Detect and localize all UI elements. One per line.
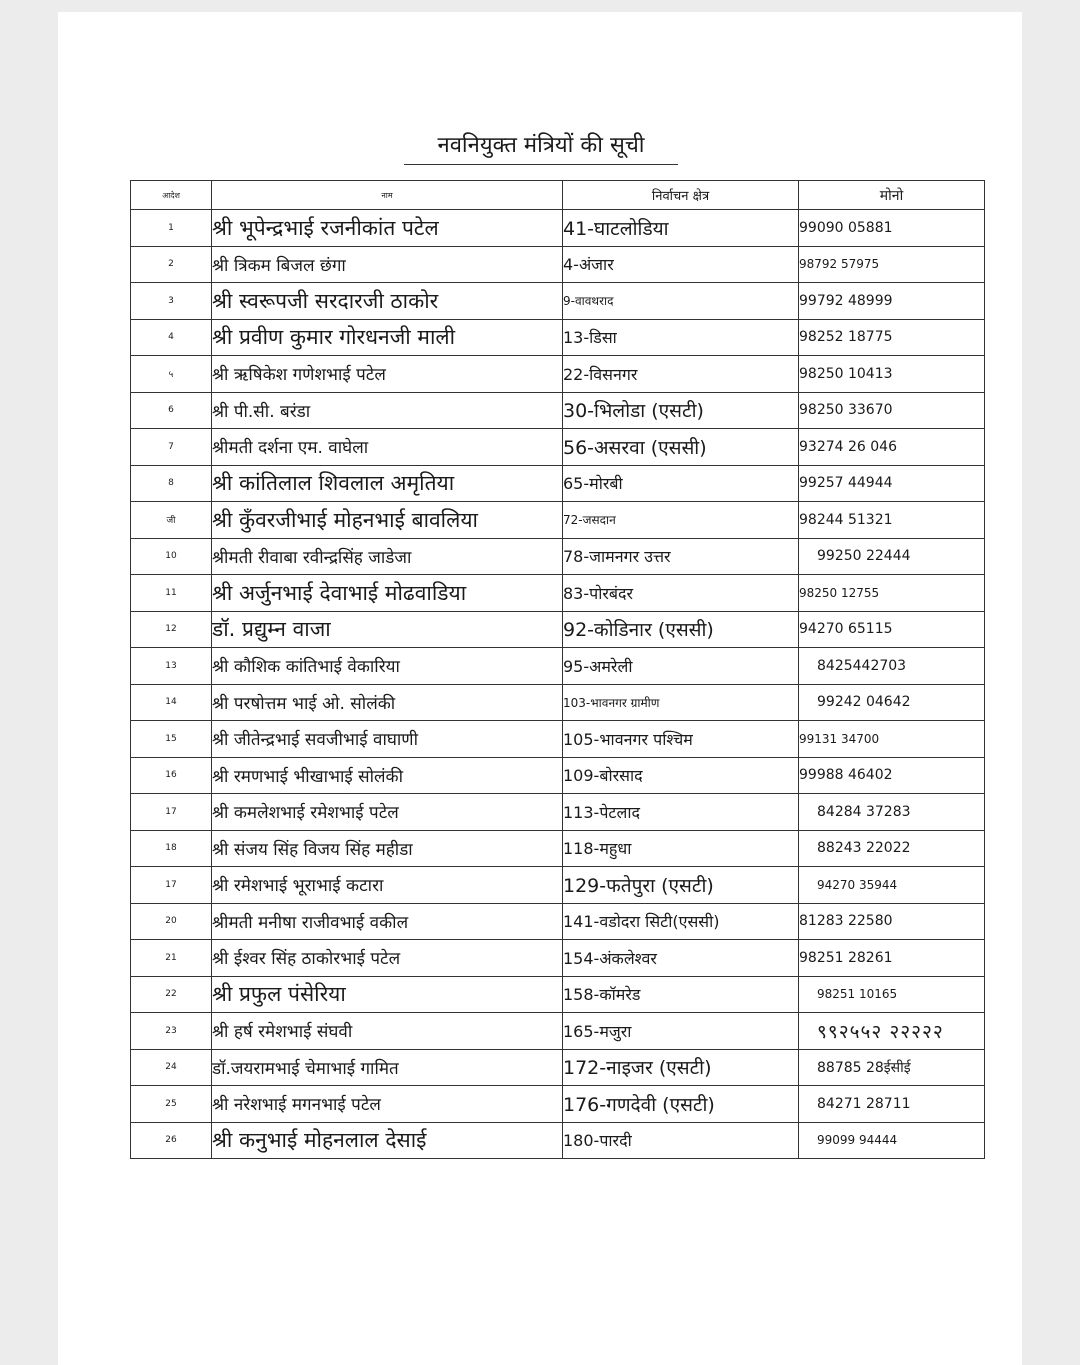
column-header-mobile: मोनो bbox=[799, 181, 985, 210]
serial-cell: 14 bbox=[131, 684, 212, 721]
name-cell: श्रीमती रीवाबा रवीन्द्रसिंह जाडेजा bbox=[212, 538, 563, 575]
serial-cell: 20 bbox=[131, 903, 212, 940]
table-header-row bbox=[131, 181, 985, 210]
mobile-cell: 99099 94444 bbox=[799, 1122, 985, 1159]
constituency-cell: 176-गणदेवी (एसटी) bbox=[563, 1086, 799, 1123]
mobile-cell: 81283 22580 bbox=[799, 903, 985, 940]
mobile-cell: 98251 10165 bbox=[799, 976, 985, 1013]
constituency-cell: 154-अंकलेश्वर bbox=[563, 940, 799, 977]
name-cell: श्री प्रवीण कुमार गोरधनजी माली bbox=[212, 319, 563, 356]
mobile-cell: 99988 46402 bbox=[799, 757, 985, 794]
constituency-cell: 103-भावनगर ग्रामीण bbox=[563, 684, 799, 721]
table-row bbox=[131, 246, 985, 283]
table-row bbox=[131, 1086, 985, 1123]
name-cell: श्री नरेशभाई मगनभाई पटेल bbox=[212, 1086, 563, 1123]
mobile-cell: 94270 35944 bbox=[799, 867, 985, 904]
mobile-cell: 93274 26 046 bbox=[799, 429, 985, 466]
name-cell: श्री परषोत्तम भाई ओ. सोलंकी bbox=[212, 684, 563, 721]
table-row bbox=[131, 210, 985, 247]
serial-cell: 16 bbox=[131, 757, 212, 794]
ministers-table bbox=[130, 180, 985, 1159]
mobile-cell: 99792 48999 bbox=[799, 283, 985, 320]
serial-cell: 3 bbox=[131, 283, 212, 320]
serial-cell: 25 bbox=[131, 1086, 212, 1123]
table-row bbox=[131, 903, 985, 940]
table-row bbox=[131, 538, 985, 575]
name-cell: श्रीमती मनीषा राजीवभाई वकील bbox=[212, 903, 563, 940]
name-cell: श्री प्रफुल पंसेरिया bbox=[212, 976, 563, 1013]
table-row bbox=[131, 976, 985, 1013]
serial-cell: जी bbox=[131, 502, 212, 539]
table-row bbox=[131, 757, 985, 794]
constituency-cell: 105-भावनगर पश्चिम bbox=[563, 721, 799, 758]
constituency-cell: 118-महुधा bbox=[563, 830, 799, 867]
name-cell: श्री ऋषिकेश गणेशभाई पटेल bbox=[212, 356, 563, 393]
serial-cell: 23 bbox=[131, 1013, 212, 1050]
mobile-cell: 98250 12755 bbox=[799, 575, 985, 612]
table-row bbox=[131, 794, 985, 831]
constituency-cell: 109-बोरसाद bbox=[563, 757, 799, 794]
mobile-cell: 98250 10413 bbox=[799, 356, 985, 393]
table-row bbox=[131, 1122, 985, 1159]
table-row bbox=[131, 1013, 985, 1050]
serial-cell: 12 bbox=[131, 611, 212, 648]
name-cell: श्री कमलेशभाई रमेशभाई पटेल bbox=[212, 794, 563, 831]
table-row bbox=[131, 611, 985, 648]
serial-cell: 8 bbox=[131, 465, 212, 502]
name-cell: श्री ईश्वर सिंह ठाकोरभाई पटेल bbox=[212, 940, 563, 977]
serial-cell: 13 bbox=[131, 648, 212, 685]
mobile-cell: 99090 05881 bbox=[799, 210, 985, 247]
name-cell: श्री पी.सी. बरंडा bbox=[212, 392, 563, 429]
table-row bbox=[131, 867, 985, 904]
constituency-cell: 72-जसदान bbox=[563, 502, 799, 539]
table-row bbox=[131, 319, 985, 356]
table-row bbox=[131, 1049, 985, 1086]
constituency-cell: 129-फतेपुरा (एसटी) bbox=[563, 867, 799, 904]
table-row bbox=[131, 721, 985, 758]
mobile-cell: 99242 04642 bbox=[799, 684, 985, 721]
serial-cell: 17 bbox=[131, 867, 212, 904]
serial-cell: 7 bbox=[131, 429, 212, 466]
mobile-cell: 88785 28ईसीई bbox=[799, 1049, 985, 1086]
name-cell: श्री अर्जुनभाई देवाभाई मोढवाडिया bbox=[212, 575, 563, 612]
table-row bbox=[131, 429, 985, 466]
serial-cell: 24 bbox=[131, 1049, 212, 1086]
name-cell: श्री कुँवरजीभाई मोहनभाई बावलिया bbox=[212, 502, 563, 539]
mobile-cell: ९९२५५२ २२२२२ bbox=[799, 1013, 985, 1050]
name-cell: श्री कौशिक कांतिभाई वेकारिया bbox=[212, 648, 563, 685]
constituency-cell: 56-असरवा (एससी) bbox=[563, 429, 799, 466]
name-cell: श्री भूपेन्द्रभाई रजनीकांत पटेल bbox=[212, 210, 563, 247]
serial-cell: 17 bbox=[131, 794, 212, 831]
constituency-cell: 172-नाइजर (एसटी) bbox=[563, 1049, 799, 1086]
serial-cell: 4 bbox=[131, 319, 212, 356]
table-row bbox=[131, 684, 985, 721]
mobile-cell: 98244 51321 bbox=[799, 502, 985, 539]
table-row bbox=[131, 392, 985, 429]
serial-cell: 11 bbox=[131, 575, 212, 612]
name-cell: श्री कनुभाई मोहनलाल देसाई bbox=[212, 1122, 563, 1159]
serial-cell: 1 bbox=[131, 210, 212, 247]
mobile-cell: 98250 33670 bbox=[799, 392, 985, 429]
name-cell: श्री जीतेन्द्रभाई सवजीभाई वाघाणी bbox=[212, 721, 563, 758]
serial-cell: 22 bbox=[131, 976, 212, 1013]
constituency-cell: 83-पोरबंदर bbox=[563, 575, 799, 612]
name-cell: डॉ. प्रद्युम्न वाजा bbox=[212, 611, 563, 648]
serial-cell: 18 bbox=[131, 830, 212, 867]
table-row bbox=[131, 465, 985, 502]
constituency-cell: 165-मजुरा bbox=[563, 1013, 799, 1050]
constituency-cell: 78-जामनगर उत्तर bbox=[563, 538, 799, 575]
mobile-cell: 98792 57975 bbox=[799, 246, 985, 283]
constituency-cell: 13-डिसा bbox=[563, 319, 799, 356]
mobile-cell: 84271 28711 bbox=[799, 1086, 985, 1123]
mobile-cell: 88243 22022 bbox=[799, 830, 985, 867]
serial-cell: 26 bbox=[131, 1122, 212, 1159]
table-row bbox=[131, 830, 985, 867]
constituency-cell: 180-पारदी bbox=[563, 1122, 799, 1159]
name-cell: श्री त्रिकम बिजल छंगा bbox=[212, 246, 563, 283]
name-cell: श्री संजय सिंह विजय सिंह महीडा bbox=[212, 830, 563, 867]
constituency-cell: 158-कॉमरेड bbox=[563, 976, 799, 1013]
column-header-constituency: निर्वाचन क्षेत्र bbox=[563, 181, 799, 210]
constituency-cell: 141-वडोदरा सिटी(एससी) bbox=[563, 903, 799, 940]
table-row bbox=[131, 502, 985, 539]
name-cell: श्री रमेशभाई भूराभाई कटारा bbox=[212, 867, 563, 904]
table-row bbox=[131, 283, 985, 320]
name-cell: डॉ.जयरामभाई चेमाभाई गामित bbox=[212, 1049, 563, 1086]
page-title: नवनियुक्त मंत्रियों की सूची bbox=[404, 128, 678, 165]
mobile-cell: 94270 65115 bbox=[799, 611, 985, 648]
constituency-cell: 41-घाटलोडिया bbox=[563, 210, 799, 247]
mobile-cell: 99250 22444 bbox=[799, 538, 985, 575]
name-cell: श्री हर्ष रमेशभाई संघवी bbox=[212, 1013, 563, 1050]
mobile-cell: 98252 18775 bbox=[799, 319, 985, 356]
constituency-cell: 9-वावथराद bbox=[563, 283, 799, 320]
serial-cell: 21 bbox=[131, 940, 212, 977]
name-cell: श्री स्वरूपजी सरदारजी ठाकोर bbox=[212, 283, 563, 320]
name-cell: श्री रमणभाई भीखाभाई सोलंकी bbox=[212, 757, 563, 794]
table-row bbox=[131, 356, 985, 393]
constituency-cell: 65-मोरबी bbox=[563, 465, 799, 502]
serial-cell: 10 bbox=[131, 538, 212, 575]
constituency-cell: 95-अमरेली bbox=[563, 648, 799, 685]
mobile-cell: 8425442703 bbox=[799, 648, 985, 685]
serial-cell: ५ bbox=[131, 356, 212, 393]
constituency-cell: 113-पेटलाद bbox=[563, 794, 799, 831]
name-cell: श्री कांतिलाल शिवलाल अमृतिया bbox=[212, 465, 563, 502]
serial-cell: 2 bbox=[131, 246, 212, 283]
constituency-cell: 92-कोडिनार (एससी) bbox=[563, 611, 799, 648]
constituency-cell: 30-भिलोडा (एसटी) bbox=[563, 392, 799, 429]
constituency-cell: 4-अंजार bbox=[563, 246, 799, 283]
mobile-cell: 99257 44944 bbox=[799, 465, 985, 502]
name-cell: श्रीमती दर्शना एम. वाघेला bbox=[212, 429, 563, 466]
table-row bbox=[131, 940, 985, 977]
constituency-cell: 22-विसनगर bbox=[563, 356, 799, 393]
mobile-cell: 99131 34700 bbox=[799, 721, 985, 758]
mobile-cell: 98251 28261 bbox=[799, 940, 985, 977]
table-row bbox=[131, 575, 985, 612]
column-header-serial: आदेश bbox=[131, 181, 212, 210]
column-header-name: नाम bbox=[212, 181, 563, 210]
serial-cell: 6 bbox=[131, 392, 212, 429]
mobile-cell: 84284 37283 bbox=[799, 794, 985, 831]
serial-cell: 15 bbox=[131, 721, 212, 758]
table-row bbox=[131, 648, 985, 685]
